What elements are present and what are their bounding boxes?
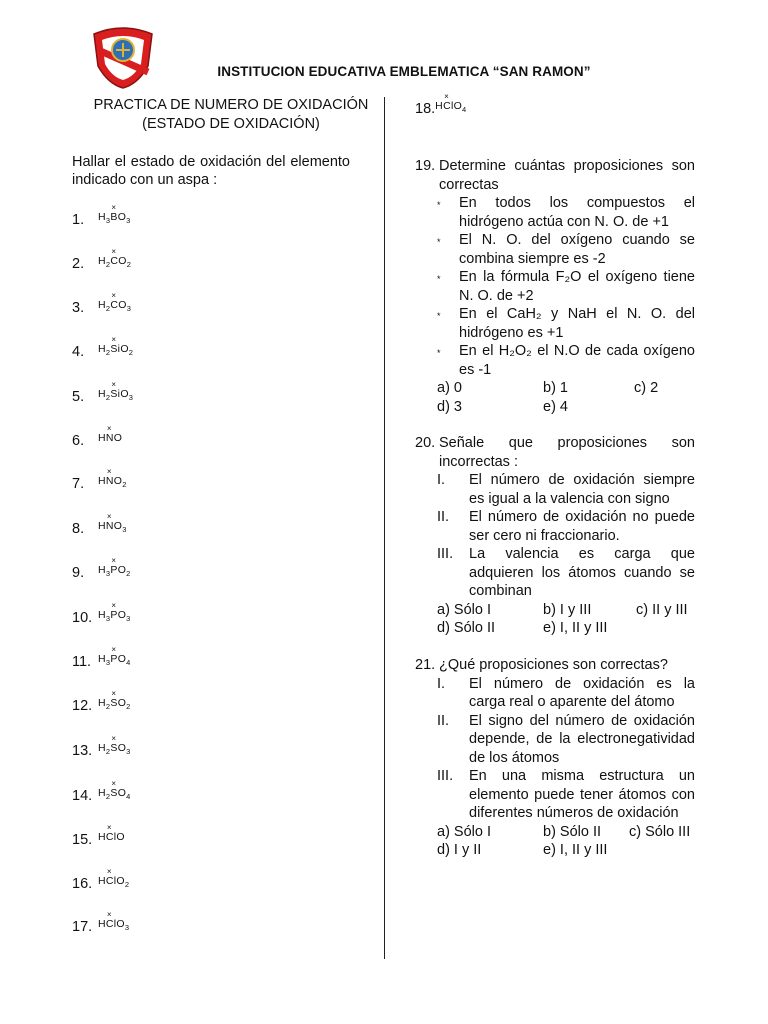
element-symbol: Cl — [105, 831, 117, 844]
formula-prefix-subscript: 3 — [105, 216, 111, 226]
element-symbol: Si — [110, 388, 121, 401]
chemical-formula — [435, 92, 467, 115]
formula-suffix: O — [120, 388, 129, 401]
formula-prefix: H — [98, 875, 106, 888]
element-symbol: Si — [110, 343, 121, 356]
exercise-item — [72, 424, 123, 449]
exercise-number: 4. — [72, 344, 85, 360]
proposition: * El N. O. del oxígeno cuando se combina siempre es -2 — [437, 232, 695, 267]
chemical-formula — [98, 867, 130, 890]
question-20 — [415, 434, 695, 638]
cross-mark-icon: × — [111, 291, 117, 301]
bullet-icon: * — [437, 311, 441, 321]
answer-options — [437, 841, 695, 860]
formula-suffix-subscript: 4 — [462, 105, 467, 115]
option-c: c) Sólo III — [629, 823, 691, 840]
exercise-number: 10. — [72, 610, 93, 626]
bullet-icon: * — [437, 237, 441, 247]
exercise-number: 8. — [72, 521, 85, 537]
cross-mark-icon: × — [111, 556, 117, 566]
chemical-formula — [98, 380, 134, 403]
option-a: a) Sólo I — [437, 601, 491, 618]
question-number: 19. — [415, 158, 436, 174]
element-symbol: P — [110, 653, 118, 666]
formula-prefix: H — [98, 432, 106, 445]
formula-prefix-subscript: 3 — [105, 658, 111, 668]
cross-mark-icon: × — [111, 689, 117, 699]
chemical-formula — [98, 645, 131, 668]
element-symbol: N — [105, 432, 114, 445]
option-b: b) I y III — [543, 601, 592, 618]
formula-suffix: O — [113, 520, 123, 533]
formula-suffix-subscript: 3 — [126, 747, 131, 757]
instruction-text: Hallar el estado de oxidación del elemento indicado con un aspa : — [72, 154, 350, 188]
formula-suffix: O — [117, 609, 127, 622]
marked-element — [110, 335, 121, 356]
marked-element — [105, 867, 117, 888]
chemical-formula — [98, 779, 131, 802]
proposition: II. El signo del número de oxidación depende, de la electronegatividad de los átomos — [437, 712, 695, 766]
cross-mark-icon: × — [106, 424, 112, 434]
chemical-formula — [98, 424, 123, 446]
formula-prefix-subscript: 2 — [105, 348, 111, 358]
chemical-formula — [98, 823, 125, 845]
element-symbol: Cl — [105, 918, 117, 931]
option-e: e) I, II y III — [543, 620, 608, 636]
element-symbol: P — [110, 609, 118, 622]
formula-suffix: O — [120, 343, 129, 356]
element-symbol: B — [110, 211, 118, 224]
proposition: III. En una misma estructura un elemento puede tener átomos con diferentes números de oxidación — [437, 768, 695, 821]
option-a: a) Sólo I — [437, 823, 491, 840]
exercise-number: 18. — [415, 101, 436, 117]
chemical-formula — [98, 734, 131, 757]
chemical-formula — [98, 247, 132, 270]
exercise-number: 17. — [72, 919, 93, 935]
marked-element — [105, 424, 114, 445]
cross-mark-icon: × — [111, 601, 117, 611]
formula-prefix-subscript: 2 — [105, 260, 111, 270]
formula-suffix: O — [117, 787, 127, 800]
answer-options — [437, 619, 695, 638]
chemical-formula — [98, 556, 131, 579]
exercise-item — [72, 467, 127, 492]
exercise-number: 9. — [72, 565, 85, 581]
marked-element — [110, 734, 118, 755]
exercise-number: 2. — [72, 256, 85, 272]
marked-element — [105, 512, 114, 533]
formula-suffix: O — [113, 475, 123, 488]
chemical-formula — [98, 512, 127, 535]
exercise-item — [72, 512, 127, 537]
marked-element — [105, 467, 114, 488]
cross-mark-icon: × — [111, 779, 117, 789]
proposition: I. El número de oxidación siempre es igual a la valencia con signo — [437, 472, 695, 507]
cross-mark-icon: × — [111, 203, 117, 213]
formula-suffix-subscript: 3 — [126, 216, 131, 226]
chemical-formula — [98, 910, 130, 933]
formula-prefix: H — [435, 100, 444, 113]
option-c: c) 2 — [634, 380, 659, 396]
formula-suffix-subscript: 3 — [128, 393, 134, 403]
formula-suffix: O — [116, 918, 125, 931]
formula-prefix: H — [98, 918, 106, 931]
chemical-formula — [98, 467, 127, 490]
exercise-number: 1. — [72, 212, 85, 228]
exercise-item — [72, 335, 134, 360]
exercise-number: 7. — [72, 476, 85, 492]
formula-prefix: H — [98, 388, 106, 401]
formula-suffix: O — [116, 875, 125, 888]
formula-prefix: H — [98, 609, 106, 622]
option-c: c) II y III — [636, 601, 688, 618]
exercise-item — [72, 291, 132, 316]
cross-mark-icon: × — [111, 734, 117, 744]
element-symbol: Cl — [105, 875, 117, 888]
exercise-item — [72, 779, 131, 804]
formula-prefix: H — [98, 299, 106, 312]
option-b: b) Sólo II — [543, 823, 602, 840]
question-stem: ¿Qué proposiciones son correctas? — [439, 657, 668, 673]
element-symbol: S — [110, 697, 118, 710]
element-symbol: C — [110, 255, 119, 268]
chemical-formula — [98, 203, 131, 226]
chemical-formula — [98, 689, 131, 712]
exercise-item — [72, 867, 130, 892]
formula-prefix-subscript: 2 — [105, 792, 111, 802]
bullet-icon: * — [437, 274, 441, 284]
formula-prefix-subscript: 2 — [105, 702, 111, 712]
question-number: 21. — [415, 657, 436, 673]
proposition: * En el H₂O₂ el N.O de cada oxígeno es -1 — [437, 343, 695, 378]
school-crest-logo — [88, 26, 158, 90]
chemical-formula — [98, 601, 131, 624]
formula-suffix-subscript: 3 — [126, 304, 132, 314]
school-name: INSTITUCION EDUCATIVA EMBLEMATICA “SAN RAMON” — [217, 64, 591, 79]
chemical-formula — [98, 291, 132, 314]
exercise-number: 14. — [72, 788, 93, 804]
formula-prefix-subscript: 2 — [105, 304, 111, 314]
option-e: e) I, II y III — [543, 842, 608, 858]
formula-suffix: O — [118, 299, 127, 312]
exercise-item — [72, 601, 131, 626]
marked-element — [105, 910, 117, 931]
formula-suffix: O — [453, 100, 463, 113]
exercise-number: 11. — [72, 654, 92, 670]
formula-prefix-subscript: 3 — [105, 614, 111, 624]
worksheet-title: PRACTICA DE NUMERO DE OXIDACIÓN (ESTADO DE OXIDACIÓN) — [93, 97, 369, 132]
bullet-icon: * — [437, 200, 441, 210]
marked-element — [110, 380, 121, 401]
marked-element — [110, 556, 118, 577]
exercise-number: 5. — [72, 389, 85, 405]
marked-element — [105, 823, 117, 844]
exercise-item — [72, 734, 131, 759]
formula-suffix: O — [117, 742, 127, 755]
exercise-item — [72, 645, 131, 670]
exercise-item — [72, 910, 130, 935]
answer-options — [437, 823, 695, 842]
proposition: I. El número de oxidación es la carga real o aparente del átomo — [437, 675, 695, 710]
formula-prefix: H — [98, 653, 106, 666]
marked-element — [110, 291, 119, 312]
exercise-number: 6. — [72, 433, 85, 449]
formula-suffix-subscript: 2 — [128, 348, 134, 358]
formula-prefix-subscript: 2 — [105, 393, 111, 403]
formula-suffix-subscript: 2 — [126, 569, 131, 579]
formula-suffix-subscript: 2 — [124, 880, 130, 890]
cross-mark-icon: × — [111, 335, 117, 345]
cross-mark-icon: × — [106, 910, 112, 920]
option-e: e) 4 — [543, 398, 568, 415]
option-b: b) 1 — [543, 380, 568, 396]
option-d: d) Sólo II — [437, 620, 496, 636]
question-stem: Determine cuántas proposiciones son correctas — [439, 158, 695, 193]
marked-element — [110, 247, 119, 268]
formula-suffix-subscript: 3 — [122, 525, 127, 535]
question-stem: Señale que proposiciones son incorrectas : — [439, 435, 695, 470]
column-divider — [384, 97, 385, 959]
formula-prefix-subscript: 2 — [105, 747, 111, 757]
formula-prefix: H — [98, 742, 106, 755]
marked-element — [110, 601, 118, 622]
formula-suffix: O — [117, 697, 127, 710]
exercise-item — [415, 92, 467, 117]
proposition: III. La valencia es carga que adquieren los átomos cuando se combinan — [437, 546, 695, 599]
cross-mark-icon: × — [111, 645, 117, 655]
marked-element — [110, 203, 118, 224]
formula-prefix: H — [98, 211, 106, 224]
answer-options — [437, 601, 695, 620]
cross-mark-icon: × — [444, 92, 450, 102]
answer-options — [437, 379, 695, 398]
formula-suffix: O — [117, 211, 127, 224]
formula-prefix: H — [98, 255, 106, 268]
formula-suffix: O — [113, 432, 123, 445]
element-symbol: P — [110, 564, 118, 577]
exercise-number: 15. — [72, 832, 93, 848]
formula-suffix-subscript: 2 — [126, 260, 132, 270]
option-d: d) 3 — [437, 398, 462, 415]
question-number: 20. — [415, 435, 436, 451]
question-19 — [415, 157, 695, 416]
element-symbol: N — [105, 475, 114, 488]
cross-mark-icon: × — [106, 512, 112, 522]
cross-mark-icon: × — [111, 247, 117, 257]
exercise-number: 16. — [72, 876, 93, 892]
question-21 — [415, 656, 695, 860]
formula-suffix-subscript: 2 — [122, 480, 127, 490]
element-symbol: C — [110, 299, 119, 312]
proposition: * En todos los compuestos el hidrógeno actúa con N. O. de +1 — [437, 195, 695, 230]
formula-suffix-subscript: 3 — [124, 923, 130, 933]
chemical-formula — [98, 335, 134, 358]
marked-element — [110, 645, 118, 666]
exercise-item — [72, 203, 131, 228]
exercise-item — [72, 380, 134, 405]
answer-options — [437, 398, 695, 417]
marked-element — [443, 92, 454, 113]
option-d: d) I y II — [437, 842, 482, 858]
exercise-item — [72, 247, 132, 272]
formula-prefix: H — [98, 520, 106, 533]
formula-suffix: O — [117, 653, 127, 666]
formula-prefix: H — [98, 343, 106, 356]
cross-mark-icon: × — [111, 380, 117, 390]
cross-mark-icon: × — [106, 467, 112, 477]
formula-prefix: H — [98, 697, 106, 710]
marked-element — [110, 779, 118, 800]
exercise-item — [72, 556, 131, 581]
formula-suffix-subscript: 2 — [126, 702, 131, 712]
formula-suffix: O — [117, 564, 127, 577]
proposition: * En el CaH₂ y NaH el N. O. del hidrógeno es +1 — [437, 306, 695, 341]
exercise-item — [72, 689, 131, 714]
marked-element — [110, 689, 118, 710]
formula-suffix: O — [118, 255, 127, 268]
formula-prefix: H — [98, 475, 106, 488]
formula-suffix-subscript: 4 — [126, 658, 131, 668]
element-symbol: S — [110, 787, 118, 800]
proposition: * En la fórmula F₂O el oxígeno tiene N. O. de +2 — [437, 269, 695, 304]
formula-suffix: O — [116, 831, 125, 844]
cross-mark-icon: × — [106, 823, 112, 833]
formula-prefix-subscript: 3 — [105, 569, 111, 579]
formula-prefix: H — [98, 564, 106, 577]
option-a: a) 0 — [437, 380, 462, 396]
cross-mark-icon: × — [106, 867, 112, 877]
bullet-icon: * — [437, 348, 441, 358]
proposition: II. El número de oxidación no puede ser cero ni fraccionario. — [437, 509, 695, 544]
formula-suffix-subscript: 3 — [126, 614, 131, 624]
exercise-number: 13. — [72, 743, 93, 759]
element-symbol: N — [105, 520, 114, 533]
exercise-number: 3. — [72, 300, 85, 316]
formula-suffix-subscript: 4 — [126, 792, 131, 802]
exercise-item — [72, 823, 125, 848]
exercise-number: 12. — [72, 698, 93, 714]
formula-prefix: H — [98, 831, 106, 844]
element-symbol: S — [110, 742, 118, 755]
element-symbol: Cl — [443, 100, 454, 113]
formula-prefix: H — [98, 787, 106, 800]
